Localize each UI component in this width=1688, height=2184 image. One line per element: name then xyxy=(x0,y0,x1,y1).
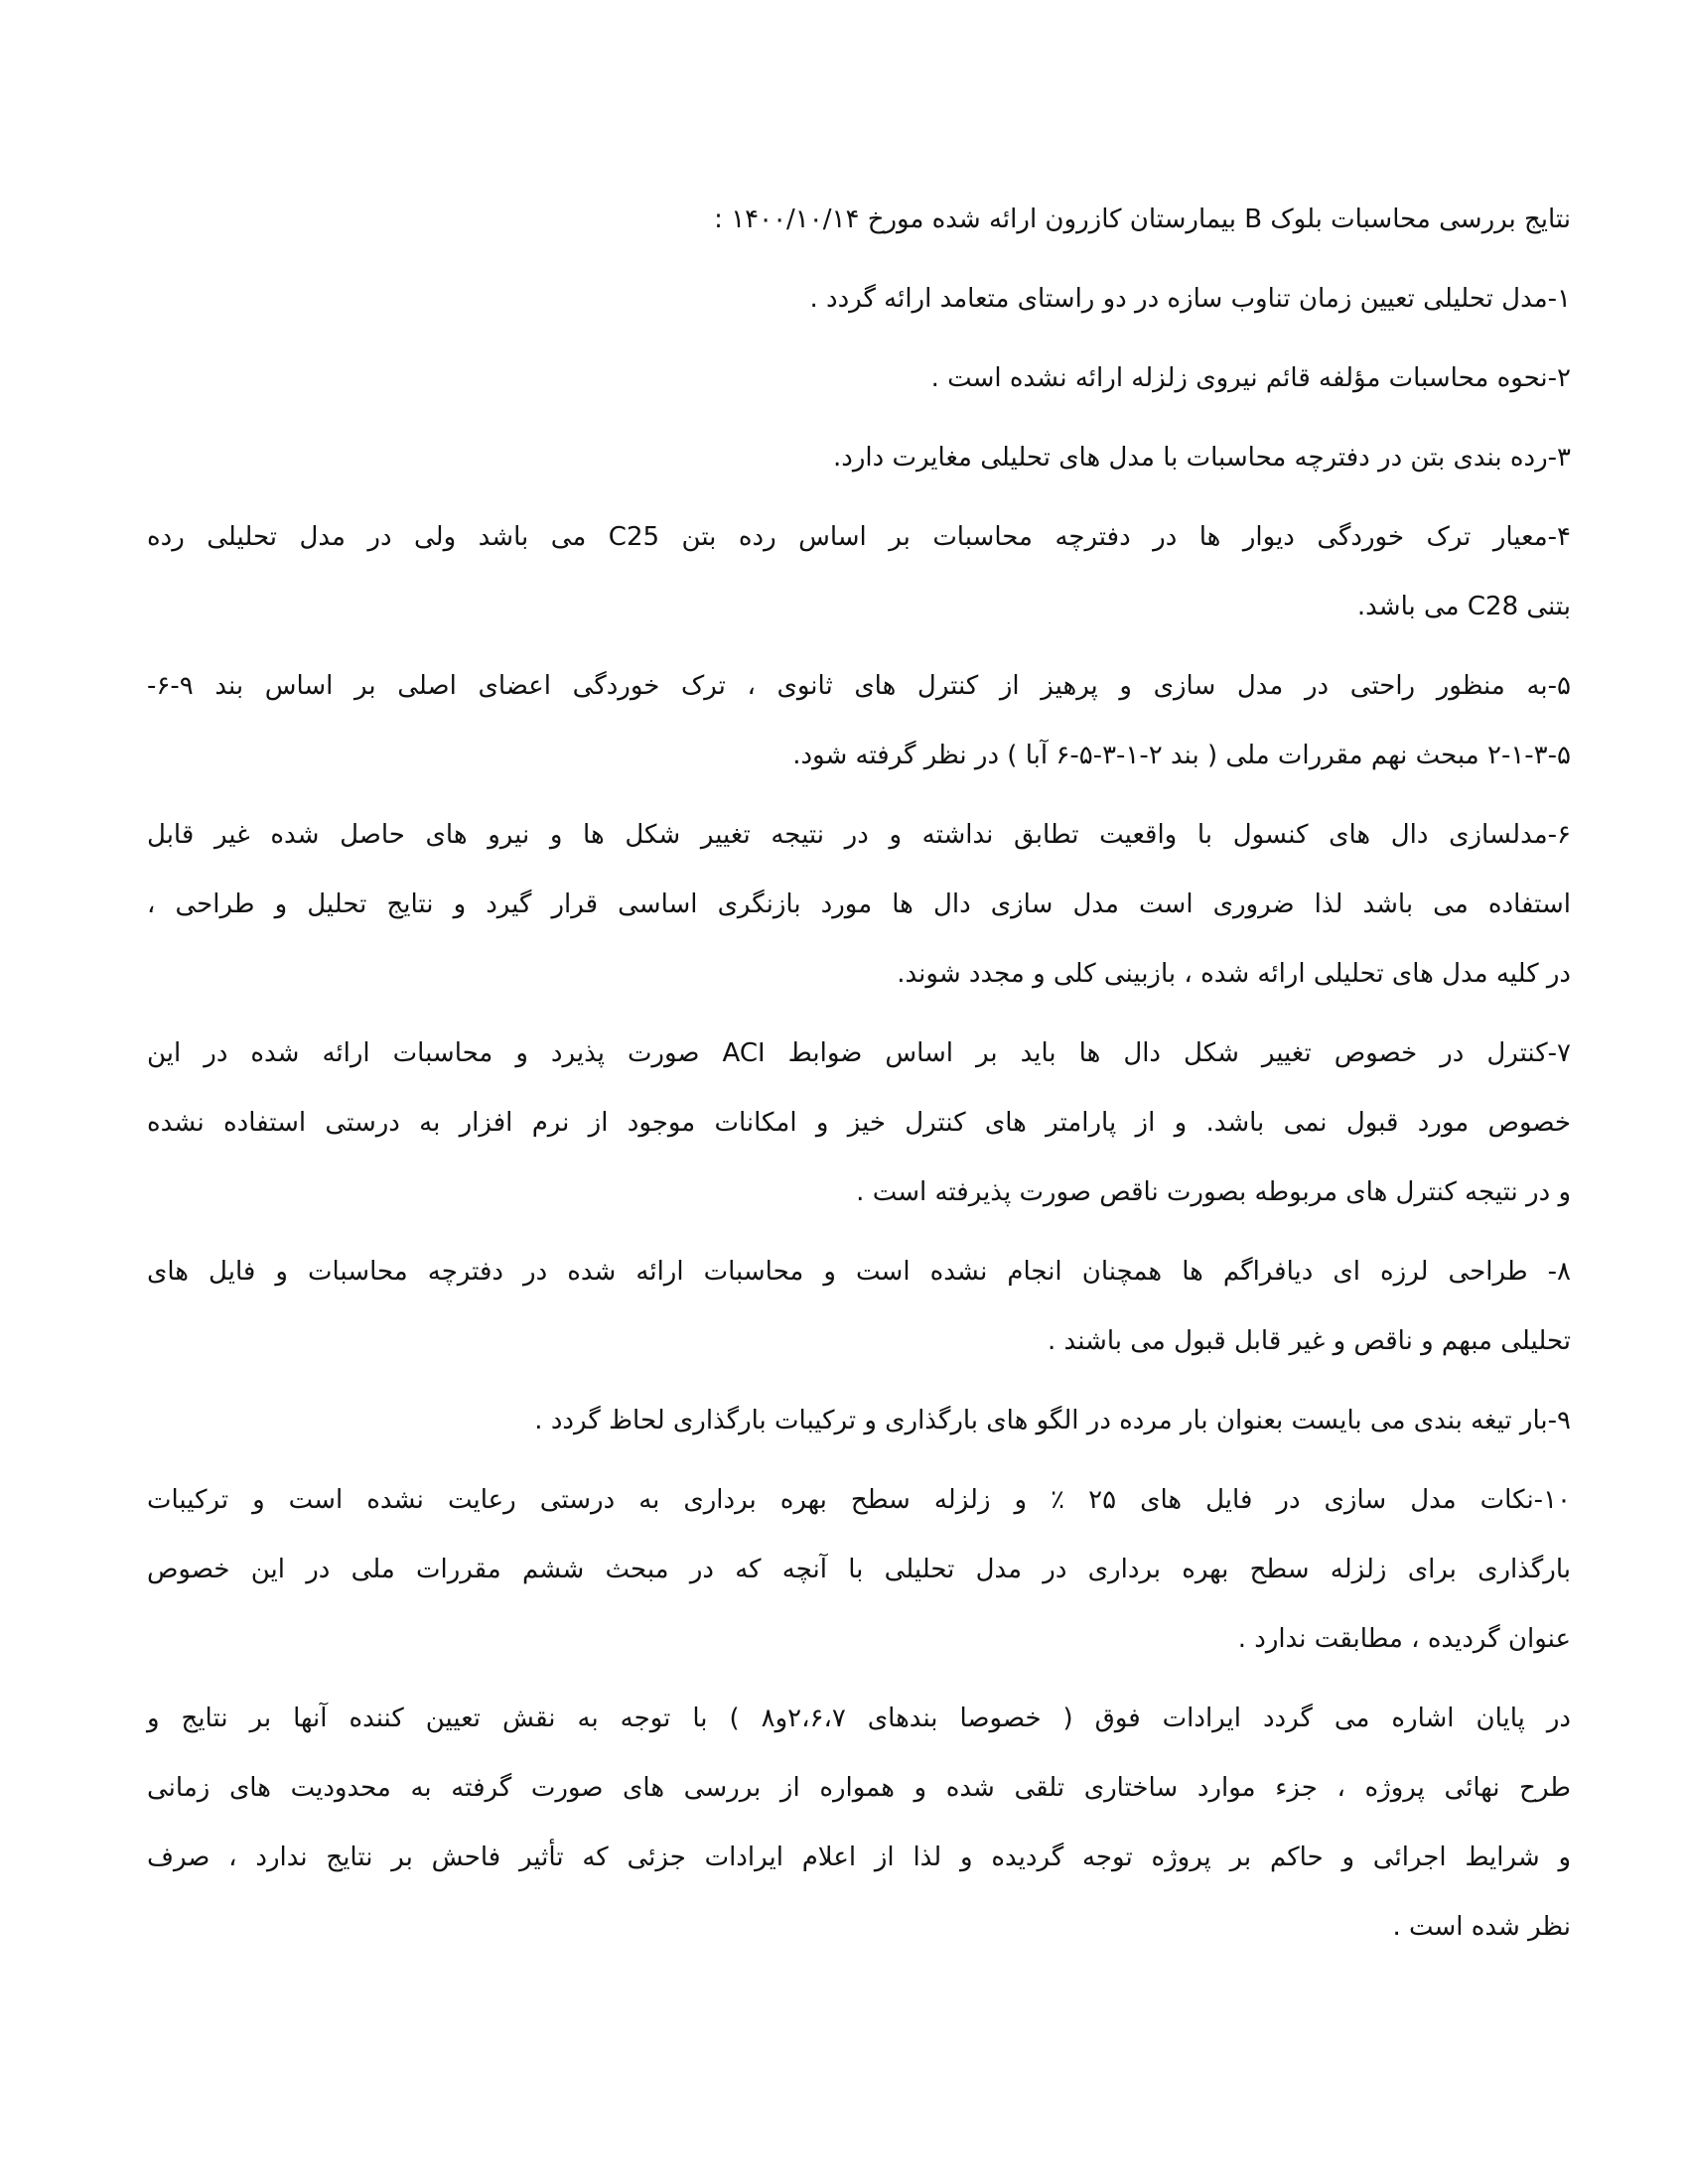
text-line: عنوان گردیده ، مطابقت ندارد . xyxy=(1237,1624,1571,1654)
text-line: خصوص مورد قبول نمی باشد. و از پارامتر های کنترل خیز و امکانات موجود از نرم افزار به درستی استفاده نشده xyxy=(147,1108,1571,1138)
text-line: در کلیه مدل های تحلیلی ارائه شده ، بازبینی کلی و مجدد شوند. xyxy=(897,959,1571,989)
text-line: تحلیلی مبهم و ناقص و غیر قابل قبول می باشند . xyxy=(1048,1326,1571,1356)
text-line: بارگذاری برای زلزله سطح بهره برداری در مدل تحلیلی با آنچه که در مبحث ششم مقررات ملی در این خصوص xyxy=(147,1555,1571,1584)
paragraph-item-10 xyxy=(147,1465,1571,1674)
text-line: ۳-رده بندی بتن در دفترچه محاسبات با مدل های تحلیلی مغایرت دارد. xyxy=(833,443,1571,473)
paragraph-closing xyxy=(147,1684,1571,1962)
paragraph-item-1 xyxy=(147,264,1571,334)
paragraph-item-8 xyxy=(147,1237,1571,1376)
paragraph-item-2 xyxy=(147,343,1571,413)
document-title-text: نتایج بررسی محاسبات بلوک B بیمارستان کازرون ارائه شده مورخ ۱۴۰۰/۱۰/۱۴ : xyxy=(714,205,1571,234)
text-line: استفاده می باشد لذا ضروری است مدل سازی دال ها مورد بازنگری اساسی قرار گیرد و نتایج تحلیل و طراحی ، xyxy=(147,889,1571,919)
text-line: ۱-مدل تحلیلی تعیین زمان تناوب سازه در دو راستای متعامد ارائه گردد . xyxy=(809,284,1571,314)
text-line: ۱۰-نکات مدل سازی در فایل های ۲۵ ٪ و زلزله سطح بهره برداری به درستی رعایت نشده است و ترکیبات xyxy=(147,1485,1571,1515)
paragraph-item-6 xyxy=(147,800,1571,1009)
paragraph-item-4 xyxy=(147,502,1571,641)
paragraph-item-5 xyxy=(147,651,1571,790)
text-line: ۶-مدلسازی دال های کنسول با واقعیت تطابق نداشته و در نتیجه تغییر شکل ها و نیرو های حاصل شده غیر قابل xyxy=(147,820,1571,850)
text-line: طرح نهائی پروژه ، جزء موارد ساختاری تلقی شده و همواره از بررسی های صورت گرفته به محدودیت های زمانی xyxy=(147,1773,1571,1803)
text-line: ۲-نحوه محاسبات مؤلفه قائم نیروی زلزله ارائه نشده است . xyxy=(930,363,1571,393)
text-line: و شرایط اجرائی و حاکم بر پروژه توجه گردیده و لذا از اعلام ایرادات جزئی که تأثیر فاحش بر نتایج ندارد ، صرف xyxy=(147,1843,1571,1872)
text-line: و در نتیجه کنترل های مربوطه بصورت ناقص صورت پذیرفته است . xyxy=(856,1177,1571,1207)
text-line: ۲-۱-۳-۵ مبحث نهم مقررات ملی ( بند ۲-۱-۳-۵-۶ آبا ) در نظر گرفته شود. xyxy=(792,741,1571,770)
text-line: نظر شده است . xyxy=(1392,1912,1571,1942)
document-title xyxy=(147,185,1571,254)
text-line: در پایان اشاره می گردد ایرادات فوق ( خصوصا بندهای ۲،۶،۷و۸ ) با توجه به نقش تعیین کننده آنها بر نتایج و xyxy=(147,1704,1572,1733)
paragraph-item-7 xyxy=(147,1019,1571,1227)
text-line: ۸- طراحی لرزه ای دیافراگم ها همچنان انجام نشده است و محاسبات ارائه شده در دفترچه محاسبات و فایل های xyxy=(147,1257,1571,1287)
text-line: بتنی C28 می باشد. xyxy=(1356,592,1571,621)
text-line: ۵-به منظور راحتی در مدل سازی و پرهیز از کنترل های ثانوی ، ترک خوردگی اعضای اصلی بر اساس بند ۹-۶- xyxy=(147,671,1571,701)
text-line: ۷-کنترل در خصوص تغییر شکل دال ها باید بر اساس ضوابط ACI صورت پذیرد و محاسبات ارائه شده در این xyxy=(147,1038,1571,1068)
paragraph-item-9 xyxy=(147,1386,1571,1455)
document-body xyxy=(147,264,1571,1962)
text-line: ۴-معیار ترک خوردگی دیوار ها در دفترچه محاسبات بر اساس رده بتن C25 می باشد ولی در مدل تحلیلی رده xyxy=(147,522,1572,552)
text-line: ۹-بار تیغه بندی می بایست بعنوان بار مرده در الگو های بارگذاری و ترکیبات بارگذاری لحاظ گردد . xyxy=(534,1406,1571,1435)
paragraph-item-3 xyxy=(147,423,1571,492)
